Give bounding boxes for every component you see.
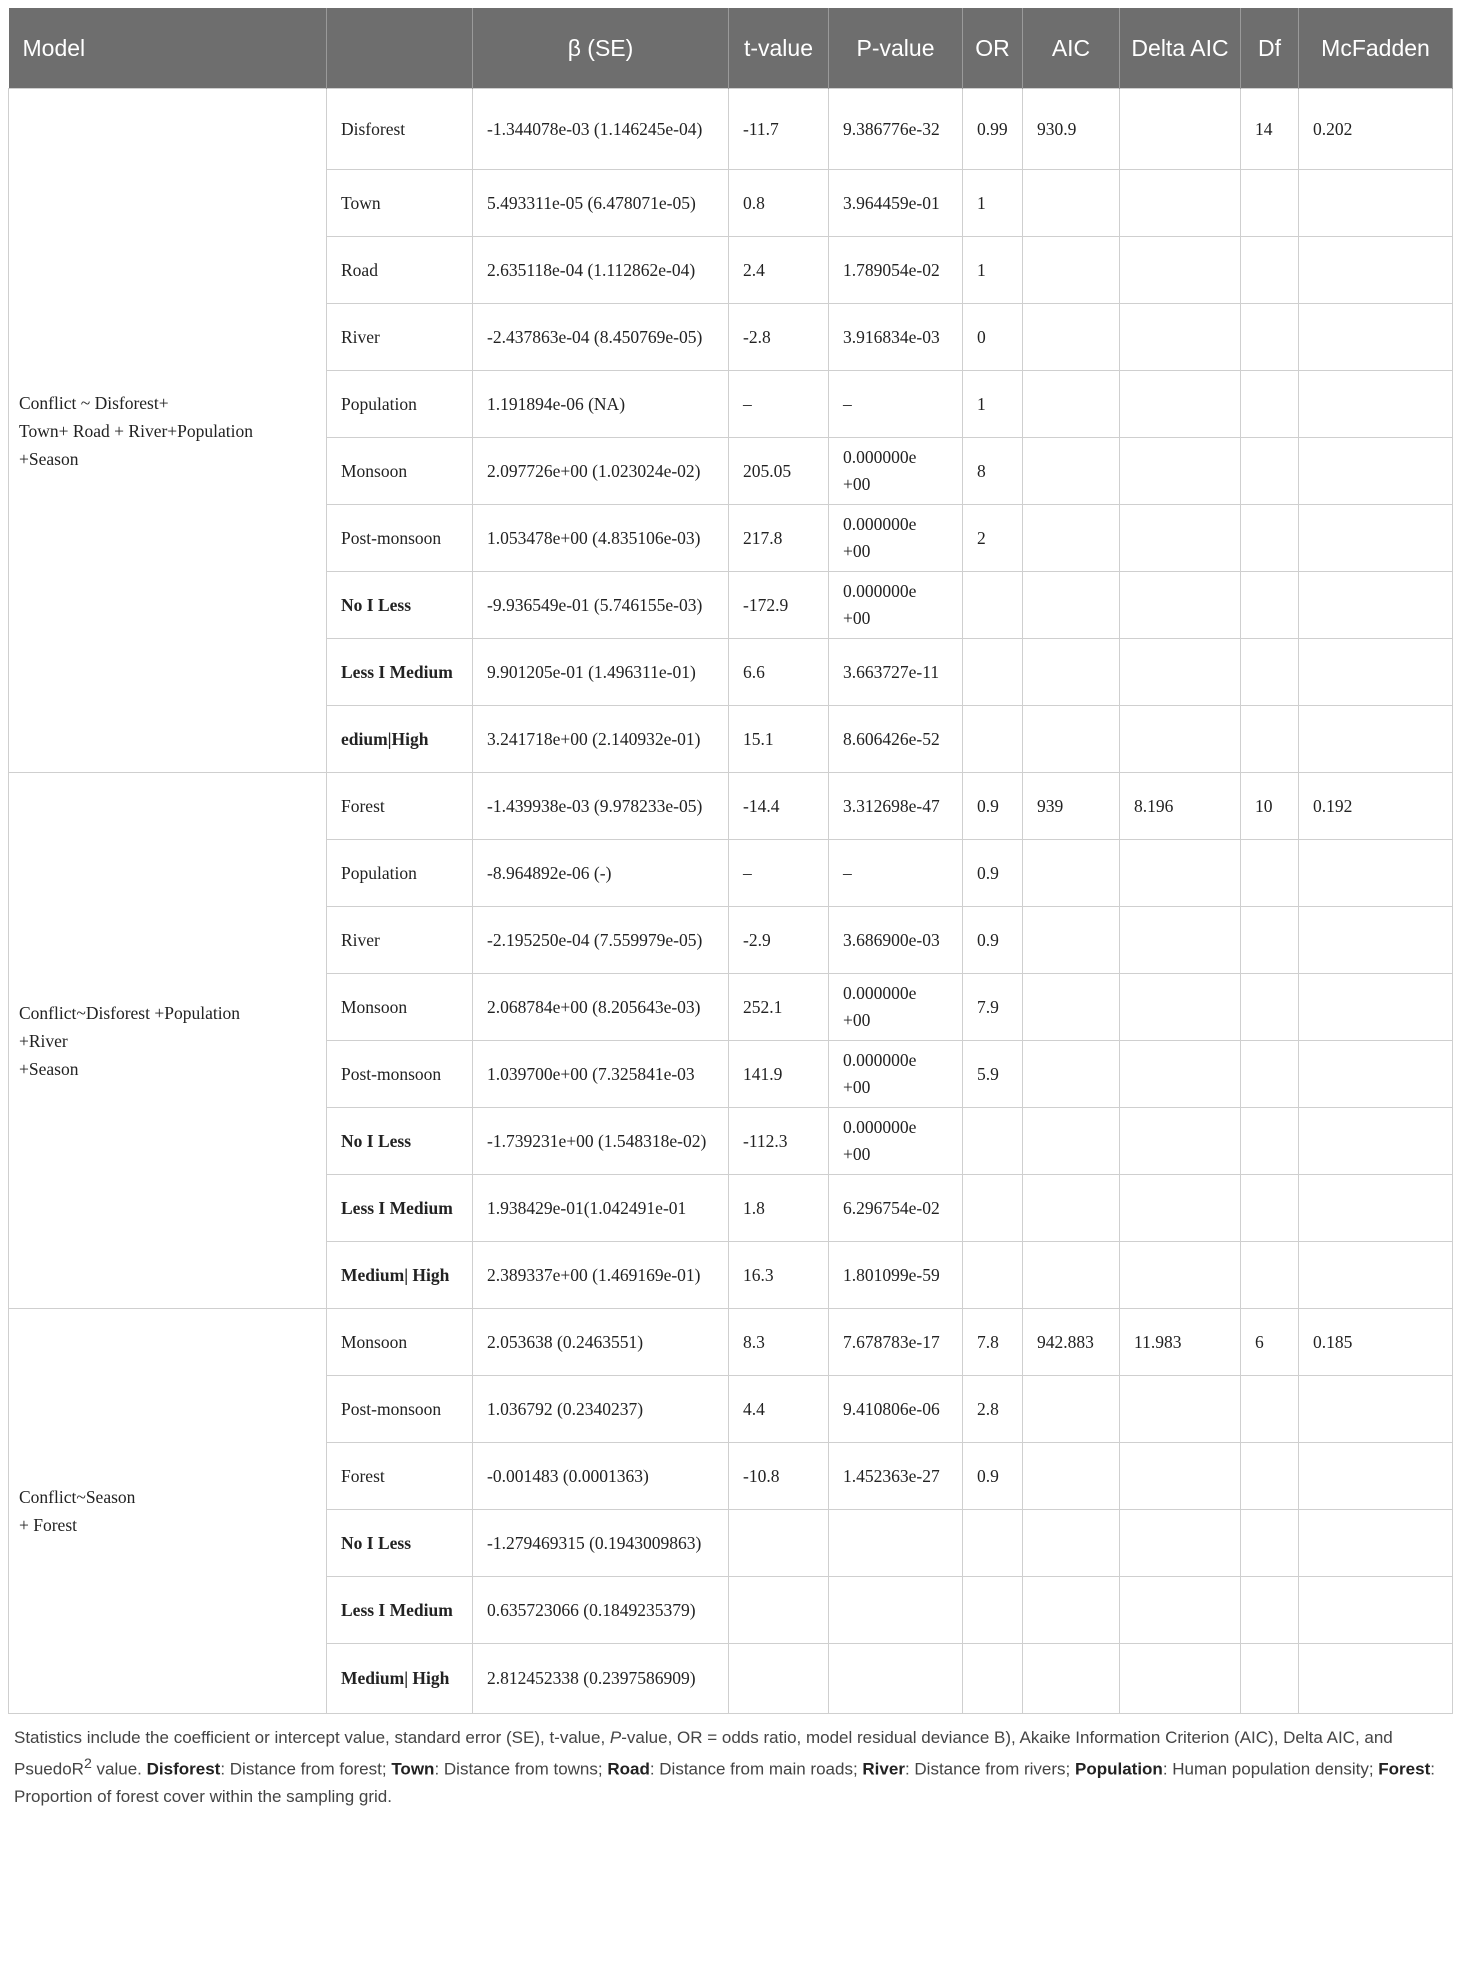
t-value-cell: 0.8	[729, 170, 829, 237]
beta-cell: 2.635118e-04 (1.112862e-04)	[473, 237, 729, 304]
p-value-cell: 1.801099e-59	[829, 1242, 963, 1309]
mcfadden-cell	[1299, 1108, 1453, 1175]
aic-cell	[1023, 974, 1120, 1041]
term-cell: Monsoon	[327, 438, 473, 505]
mcfadden-cell	[1299, 1510, 1453, 1577]
delta-aic-cell	[1120, 572, 1241, 639]
df-cell	[1241, 1577, 1299, 1644]
t-value-cell: 2.4	[729, 237, 829, 304]
aic-cell	[1023, 1577, 1120, 1644]
footnote-intro-3: value.	[91, 1759, 147, 1779]
mcfadden-cell	[1299, 1175, 1453, 1242]
header-mcfadden: McFadden	[1299, 8, 1453, 89]
p-value-cell: 7.678783e-17	[829, 1309, 963, 1376]
mcfadden-cell	[1299, 974, 1453, 1041]
df-cell	[1241, 840, 1299, 907]
df-cell	[1241, 706, 1299, 773]
term-cell: Road	[327, 237, 473, 304]
or-cell	[963, 1242, 1023, 1309]
beta-cell: 1.938429e-01(1.042491e-01	[473, 1175, 729, 1242]
aic-cell	[1023, 840, 1120, 907]
regression-table	[8, 8, 1453, 1714]
term-cell: Post-monsoon	[327, 1376, 473, 1443]
beta-cell: -1.739231e+00 (1.548318e-02)	[473, 1108, 729, 1175]
p-value-cell: 3.964459e-01	[829, 170, 963, 237]
delta-aic-cell	[1120, 505, 1241, 572]
delta-aic-cell	[1120, 639, 1241, 706]
aic-cell	[1023, 438, 1120, 505]
aic-cell	[1023, 572, 1120, 639]
t-value-cell: 217.8	[729, 505, 829, 572]
or-cell: 7.8	[963, 1309, 1023, 1376]
t-value-cell: -2.8	[729, 304, 829, 371]
term-cell: Population	[327, 371, 473, 438]
t-value-cell	[729, 1577, 829, 1644]
footnote-def-text: : Human population density;	[1162, 1759, 1379, 1779]
header-model: Model	[9, 8, 327, 89]
df-cell	[1241, 907, 1299, 974]
aic-cell	[1023, 1108, 1120, 1175]
df-cell	[1241, 974, 1299, 1041]
beta-cell: 1.053478e+00 (4.835106e-03)	[473, 505, 729, 572]
df-cell	[1241, 1108, 1299, 1175]
or-cell	[963, 1644, 1023, 1714]
mcfadden-cell	[1299, 572, 1453, 639]
beta-cell: -9.936549e-01 (5.746155e-03)	[473, 572, 729, 639]
beta-cell: 2.068784e+00 (8.205643e-03)	[473, 974, 729, 1041]
t-value-cell: 16.3	[729, 1242, 829, 1309]
header-p-value: P-value	[829, 8, 963, 89]
mcfadden-cell	[1299, 1443, 1453, 1510]
beta-cell: 1.039700e+00 (7.325841e-03	[473, 1041, 729, 1108]
mcfadden-cell	[1299, 639, 1453, 706]
p-value-cell: 3.663727e-11	[829, 639, 963, 706]
delta-aic-cell	[1120, 371, 1241, 438]
beta-cell: -2.437863e-04 (8.450769e-05)	[473, 304, 729, 371]
table-row	[9, 1309, 1453, 1376]
beta-cell: -1.279469315 (0.1943009863)	[473, 1510, 729, 1577]
header-or: OR	[963, 8, 1023, 89]
t-value-cell: 205.05	[729, 438, 829, 505]
t-value-cell: -10.8	[729, 1443, 829, 1510]
aic-cell	[1023, 304, 1120, 371]
p-value-cell: 9.386776e-32	[829, 89, 963, 170]
t-value-cell	[729, 1644, 829, 1714]
or-cell: 1	[963, 170, 1023, 237]
t-value-cell: -14.4	[729, 773, 829, 840]
mcfadden-cell: 0.202	[1299, 89, 1453, 170]
footnote-intro: Statistics include the coefficient or intercept value, standard error (SE), t-value,	[14, 1728, 610, 1747]
table-row	[9, 89, 1453, 170]
term-cell: No I Less	[327, 1510, 473, 1577]
aic-cell	[1023, 1242, 1120, 1309]
delta-aic-cell	[1120, 1242, 1241, 1309]
df-cell	[1241, 1443, 1299, 1510]
or-cell: 7.9	[963, 974, 1023, 1041]
t-value-cell: -112.3	[729, 1108, 829, 1175]
or-cell	[963, 706, 1023, 773]
aic-cell	[1023, 1510, 1120, 1577]
term-cell: Less I Medium	[327, 639, 473, 706]
or-cell: 0.99	[963, 89, 1023, 170]
p-value-cell: 0.000000e +00	[829, 572, 963, 639]
delta-aic-cell	[1120, 1644, 1241, 1714]
or-cell: 0	[963, 304, 1023, 371]
df-cell	[1241, 1376, 1299, 1443]
mcfadden-cell	[1299, 840, 1453, 907]
model-cell: Conflict ~ Disforest+ Town+ Road + River+Population +Season	[9, 89, 327, 773]
footnote-def-term: Disforest	[146, 1759, 221, 1779]
mcfadden-cell	[1299, 1041, 1453, 1108]
or-cell: 2.8	[963, 1376, 1023, 1443]
mcfadden-cell	[1299, 170, 1453, 237]
p-value-cell: 3.916834e-03	[829, 304, 963, 371]
beta-cell: 5.493311e-05 (6.478071e-05)	[473, 170, 729, 237]
p-value-cell: 0.000000e +00	[829, 1041, 963, 1108]
delta-aic-cell	[1120, 907, 1241, 974]
beta-cell: -1.344078e-03 (1.146245e-04)	[473, 89, 729, 170]
header-row	[9, 8, 1453, 89]
p-value-cell: 3.686900e-03	[829, 907, 963, 974]
aic-cell	[1023, 371, 1120, 438]
footnote-p-italic: P	[609, 1728, 622, 1747]
mcfadden-cell	[1299, 1577, 1453, 1644]
model-cell: Conflict~Season + Forest	[9, 1309, 327, 1714]
df-cell	[1241, 237, 1299, 304]
term-cell: No I Less	[327, 1108, 473, 1175]
t-value-cell: 6.6	[729, 639, 829, 706]
df-cell	[1241, 1644, 1299, 1714]
beta-cell: 1.191894e-06 (NA)	[473, 371, 729, 438]
or-cell	[963, 1175, 1023, 1242]
delta-aic-cell	[1120, 974, 1241, 1041]
mcfadden-cell	[1299, 1242, 1453, 1309]
footnote-def-term: River	[862, 1759, 905, 1779]
header-term	[327, 8, 473, 89]
term-cell: Less I Medium	[327, 1175, 473, 1242]
delta-aic-cell	[1120, 1041, 1241, 1108]
or-cell: 0.9	[963, 907, 1023, 974]
term-cell: Population	[327, 840, 473, 907]
beta-cell: 3.241718e+00 (2.140932e-01)	[473, 706, 729, 773]
df-cell	[1241, 371, 1299, 438]
footnote-intro-2: -value, OR = odds ratio, model residual deviance B), Akaike Information Criterion (AIC), Delta AIC, and PsuedoR	[14, 1728, 1393, 1779]
term-cell: Disforest	[327, 89, 473, 170]
term-cell: River	[327, 304, 473, 371]
p-value-cell: 1.452363e-27	[829, 1443, 963, 1510]
df-cell	[1241, 1175, 1299, 1242]
term-cell: Post-monsoon	[327, 505, 473, 572]
df-cell	[1241, 438, 1299, 505]
term-cell: Forest	[327, 1443, 473, 1510]
footnote-superscript: 2	[83, 1756, 92, 1772]
beta-cell: 0.635723066 (0.1849235379)	[473, 1577, 729, 1644]
p-value-cell	[829, 1644, 963, 1714]
term-cell: River	[327, 907, 473, 974]
beta-cell: -1.439938e-03 (9.978233e-05)	[473, 773, 729, 840]
p-value-cell: 0.000000e +00	[829, 1108, 963, 1175]
t-value-cell: -11.7	[729, 89, 829, 170]
beta-cell: 9.901205e-01 (1.496311e-01)	[473, 639, 729, 706]
mcfadden-cell: 0.192	[1299, 773, 1453, 840]
or-cell	[963, 572, 1023, 639]
delta-aic-cell	[1120, 1510, 1241, 1577]
footnote-def-term: Population	[1074, 1759, 1163, 1779]
aic-cell	[1023, 1041, 1120, 1108]
footnote-def-text: : Distance from towns;	[434, 1759, 608, 1779]
df-cell	[1241, 170, 1299, 237]
or-cell	[963, 1577, 1023, 1644]
beta-cell: -2.195250e-04 (7.559979e-05)	[473, 907, 729, 974]
table-row	[9, 773, 1453, 840]
delta-aic-cell	[1120, 840, 1241, 907]
footnote-def-text: : Distance from forest;	[220, 1759, 392, 1779]
mcfadden-cell	[1299, 505, 1453, 572]
mcfadden-cell	[1299, 706, 1453, 773]
or-cell: 8	[963, 438, 1023, 505]
beta-cell: 2.097726e+00 (1.023024e-02)	[473, 438, 729, 505]
term-cell: edium|High	[327, 706, 473, 773]
t-value-cell: 141.9	[729, 1041, 829, 1108]
footnote-def-term: Forest	[1378, 1759, 1431, 1779]
df-cell	[1241, 1242, 1299, 1309]
t-value-cell: -2.9	[729, 907, 829, 974]
t-value-cell: 1.8	[729, 1175, 829, 1242]
mcfadden-cell: 0.185	[1299, 1309, 1453, 1376]
beta-cell: -8.964892e-06 (-)	[473, 840, 729, 907]
df-cell: 6	[1241, 1309, 1299, 1376]
delta-aic-cell	[1120, 237, 1241, 304]
delta-aic-cell	[1120, 1108, 1241, 1175]
or-cell: 0.9	[963, 840, 1023, 907]
footnote-def-text: : Distance from rivers;	[904, 1759, 1075, 1779]
or-cell: 5.9	[963, 1041, 1023, 1108]
header-df: Df	[1241, 8, 1299, 89]
df-cell	[1241, 505, 1299, 572]
term-cell: No I Less	[327, 572, 473, 639]
aic-cell	[1023, 639, 1120, 706]
t-value-cell: 8.3	[729, 1309, 829, 1376]
p-value-cell: 6.296754e-02	[829, 1175, 963, 1242]
t-value-cell: –	[729, 371, 829, 438]
delta-aic-cell	[1120, 1175, 1241, 1242]
df-cell	[1241, 639, 1299, 706]
df-cell	[1241, 304, 1299, 371]
header-beta: β (SE)	[473, 8, 729, 89]
p-value-cell: 0.000000e +00	[829, 505, 963, 572]
p-value-cell: –	[829, 840, 963, 907]
term-cell: Medium| High	[327, 1644, 473, 1714]
df-cell	[1241, 572, 1299, 639]
footnote-def-text: : Proportion of forest cover within the sampling grid.	[14, 1759, 1435, 1806]
p-value-cell: 8.606426e-52	[829, 706, 963, 773]
or-cell: 1	[963, 371, 1023, 438]
aic-cell: 930.9	[1023, 89, 1120, 170]
or-cell: 0.9	[963, 1443, 1023, 1510]
term-cell: Post-monsoon	[327, 1041, 473, 1108]
delta-aic-cell	[1120, 1376, 1241, 1443]
mcfadden-cell	[1299, 371, 1453, 438]
beta-cell: -0.001483 (0.0001363)	[473, 1443, 729, 1510]
df-cell	[1241, 1510, 1299, 1577]
delta-aic-cell: 11.983	[1120, 1309, 1241, 1376]
beta-cell: 2.389337e+00 (1.469169e-01)	[473, 1242, 729, 1309]
p-value-cell: 0.000000e +00	[829, 438, 963, 505]
p-value-cell	[829, 1510, 963, 1577]
beta-cell: 2.053638 (0.2463551)	[473, 1309, 729, 1376]
mcfadden-cell	[1299, 438, 1453, 505]
table-container	[8, 8, 1452, 1810]
aic-cell	[1023, 237, 1120, 304]
mcfadden-cell	[1299, 304, 1453, 371]
delta-aic-cell	[1120, 304, 1241, 371]
term-cell: Town	[327, 170, 473, 237]
mcfadden-cell	[1299, 1376, 1453, 1443]
term-cell: Medium| High	[327, 1242, 473, 1309]
or-cell	[963, 639, 1023, 706]
footnote-definitions	[14, 1760, 1435, 1806]
t-value-cell	[729, 1510, 829, 1577]
p-value-cell: 3.312698e-47	[829, 773, 963, 840]
aic-cell	[1023, 706, 1120, 773]
delta-aic-cell: 8.196	[1120, 773, 1241, 840]
delta-aic-cell	[1120, 438, 1241, 505]
aic-cell	[1023, 1443, 1120, 1510]
t-value-cell: -172.9	[729, 572, 829, 639]
aic-cell	[1023, 1175, 1120, 1242]
aic-cell	[1023, 170, 1120, 237]
delta-aic-cell	[1120, 89, 1241, 170]
delta-aic-cell	[1120, 706, 1241, 773]
mcfadden-cell	[1299, 907, 1453, 974]
aic-cell	[1023, 1644, 1120, 1714]
beta-cell: 1.036792 (0.2340237)	[473, 1376, 729, 1443]
aic-cell: 942.883	[1023, 1309, 1120, 1376]
footnote-def-term: Road	[607, 1759, 650, 1779]
beta-cell: 2.812452338 (0.2397586909)	[473, 1644, 729, 1714]
table-body	[9, 89, 1453, 1714]
p-value-cell: 1.789054e-02	[829, 237, 963, 304]
mcfadden-cell	[1299, 1644, 1453, 1714]
aic-cell	[1023, 505, 1120, 572]
model-cell: Conflict~Disforest +Population +River +Season	[9, 773, 327, 1309]
delta-aic-cell	[1120, 170, 1241, 237]
df-cell: 14	[1241, 89, 1299, 170]
p-value-cell: 9.410806e-06	[829, 1376, 963, 1443]
delta-aic-cell	[1120, 1443, 1241, 1510]
mcfadden-cell	[1299, 237, 1453, 304]
delta-aic-cell	[1120, 1577, 1241, 1644]
t-value-cell: 4.4	[729, 1376, 829, 1443]
p-value-cell	[829, 1577, 963, 1644]
footnote-def-text: : Distance from main roads;	[649, 1759, 863, 1779]
t-value-cell: 15.1	[729, 706, 829, 773]
term-cell: Monsoon	[327, 974, 473, 1041]
header-t-value: t-value	[729, 8, 829, 89]
or-cell: 2	[963, 505, 1023, 572]
aic-cell	[1023, 1376, 1120, 1443]
footnote-def-term: Town	[391, 1759, 435, 1779]
table-footnote	[8, 1724, 1452, 1810]
header-aic: AIC	[1023, 8, 1120, 89]
term-cell: Less I Medium	[327, 1577, 473, 1644]
or-cell: 0.9	[963, 773, 1023, 840]
aic-cell	[1023, 907, 1120, 974]
df-cell: 10	[1241, 773, 1299, 840]
df-cell	[1241, 1041, 1299, 1108]
p-value-cell: –	[829, 371, 963, 438]
or-cell	[963, 1510, 1023, 1577]
p-value-cell: 0.000000e +00	[829, 974, 963, 1041]
or-cell	[963, 1108, 1023, 1175]
term-cell: Forest	[327, 773, 473, 840]
t-value-cell: 252.1	[729, 974, 829, 1041]
header-delta-aic: Delta AIC	[1120, 8, 1241, 89]
term-cell: Monsoon	[327, 1309, 473, 1376]
t-value-cell: –	[729, 840, 829, 907]
or-cell: 1	[963, 237, 1023, 304]
aic-cell: 939	[1023, 773, 1120, 840]
